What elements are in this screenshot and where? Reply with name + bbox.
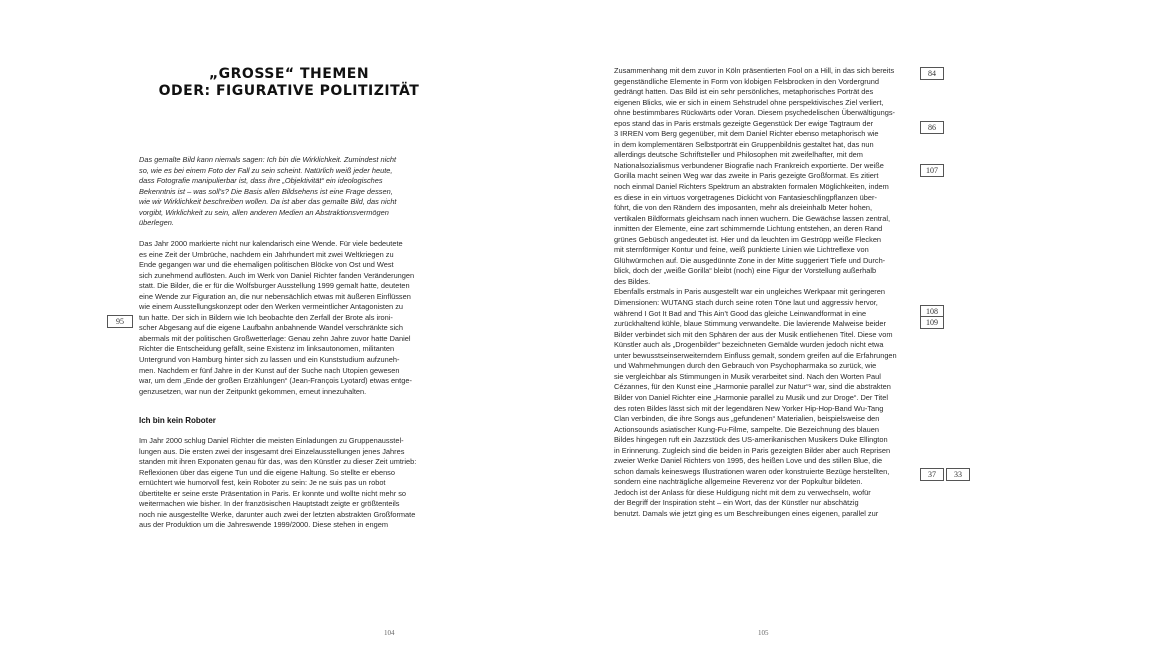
text-line: allerdings deutsche Schriftsteller und Philosophen mit zweifelhafter, mit dem (614, 150, 863, 160)
text-line: in dem komplementären Selbstporträt ein Gruppenbildnis gestaltet hat, das nun (614, 139, 874, 149)
text-line: sich zunehmend auflösten. Auch im Werk von Daniel Richter fanden Veränderungen (139, 270, 415, 280)
text-line: vorgibt, Wirklichkeit zu sein, allen anderen Medien an Abstraktionsvermögen (139, 207, 389, 217)
intro-paragraph (139, 155, 439, 229)
text-line: genzusetzen, war nun der Zeitpunkt gekommen, erneut innezuhalten. (139, 386, 367, 396)
text-line: Künstler auch als „Drogenbilder“ bezeichneten Gemälde wurden jedoch nicht etwa (614, 340, 884, 350)
text-line: abermals mit der politischen Großwetterlage: Genau zehn Jahre zuvor hatte Daniel (139, 333, 411, 343)
text-line: mit sternförmiger Kontur und feine, weiß punktierte Linien wie Lichtreflexe von (614, 245, 869, 255)
text-line: wie einem Ausstellungskonzept oder den Werken vermeintlicher Antagonisten zu (139, 302, 404, 312)
text-line: Gorilla macht seinen Weg war das zweite in Paris gezeigte Großformat. Es zitiert (614, 171, 879, 181)
text-line: Bekenntnis ist – was soll’s? Die Basis allen Bildsehens ist eine Frage dessen, (139, 186, 393, 196)
body-paragraph (614, 66, 916, 520)
text-line: epos stand das in Paris erstmals gezeigte Gegenstück Der ewige Tagtraum der (614, 118, 874, 128)
text-line: des roten Bildes lässt sich mit der legendären New Yorker Hip-Hop-Band Wu-Tang (614, 403, 884, 413)
margin-reference: 86 (920, 121, 944, 134)
text-line: ernüchtert wie humorvoll fest, kein Roboter zu sein: Je ne suis pas un robot (139, 478, 386, 488)
text-line: wie wir Wirklichkeit beschreiben wollen. Da ist aber das gemalte Bild, das nicht (139, 197, 397, 207)
text-line: sie vergleichbar als Stimmungen in Musik verarbeitet sind. Nach den Worten Paul (614, 371, 881, 381)
margin-reference: 109 (920, 316, 944, 329)
text-line: Clan verbinden, die ihre Songs aus „gefundenen“ Materialien, beispielsweise den (614, 414, 880, 424)
text-line: des Bildes. (614, 276, 651, 286)
margin-reference: 108 (920, 305, 944, 318)
margin-reference: 107 (920, 164, 944, 177)
text-line: noch einmal Daniel Richters Spektrum an abstrakten formalen Möglichkeiten, indem (614, 182, 889, 192)
text-line: men. Nachdem er fünf Jahre in der Kunst auf der Suche nach Utopien gewesen (139, 365, 400, 375)
text-line: scher Abgesang auf die eigene Laufbahn anbahnende Wandel verschränkte sich (139, 323, 403, 333)
margin-reference: 84 (920, 67, 944, 80)
text-line: Actionsounds asiatischer Kung-Fu-Filme, sampelte. Die Bezeichnung des blauen (614, 424, 879, 434)
text-line: Jedoch ist der Anlass für diese Huldigung nicht mit dem zu verwechseln, wofür (614, 487, 871, 497)
page-number: 104 (384, 629, 395, 637)
text-line: standen mit ihren Exponaten genau für das, was den Künstler zu dieser Zeit umtrieb: (139, 457, 417, 467)
body-paragraph (139, 239, 439, 397)
text-line: dass Fotografie manipulierbar ist, dass ihre „Objektivität“ ein ideologisches (139, 176, 383, 186)
text-line: übertitelte er seine erste Präsentation in Paris. Er konnte und wollte nicht mehr so (139, 488, 407, 498)
text-line: zweier Werke Daniel Richters von 1995, des heißen Love und des stillen Blue, die (614, 456, 883, 466)
text-line: Das gemalte Bild kann niemals sagen: Ich bin die Wirklichkeit. Zumindest nicht (139, 155, 397, 164)
text-line: Untergrund von Hamburg hinter sich zu lassen und ein Kunststudium aufzuneh- (139, 355, 400, 365)
body-paragraph (139, 436, 439, 531)
text-line: Das Jahr 2000 markierte nicht nur kalendarisch eine Wende. Für viele bedeutete (139, 239, 403, 248)
margin-reference: 33 (946, 468, 970, 481)
text-line: blick, doch der „weiße Gorilla“ bleibt (noch) eine Figur der Vorstellung außerhalb (614, 266, 877, 276)
text-line: schon damals keineswegs Illustrationen waren oder konstruierte Bezüge herstellten, (614, 466, 890, 476)
text-line: war, um dem „Ende der großen Erzählungen“ (Jean-François Lyotard) etwas entge- (139, 376, 412, 386)
text-line: Ebenfalls erstmals in Paris ausgestellt war ein ungleiches Werkpaar mit geringeren (614, 287, 885, 297)
text-line: vertikalen Bildformats gleichsam nach innen wuchern. Die Gewächse lassen zentral, (614, 213, 891, 223)
text-line: überlegen. (139, 218, 174, 228)
text-line: Im Jahr 2000 schlug Daniel Richter die meisten Einladungen zu Gruppenausstel- (139, 436, 404, 445)
text-line: eigenen Blicks, wie er sich in einem Sehstrudel ohne perspektivisches Ziel verliert, (614, 97, 884, 107)
text-line: unter bewusstseinserweiterndem Einfluss gemalt, sondern greifen auf die Erfahrungen (614, 350, 897, 360)
left-page (0, 0, 578, 648)
text-line: aus der Produktion um die Jahreswende 1999/2000. Diese stehen in engem (139, 520, 388, 530)
text-line: Richter die Entscheidung gefällt, seine Existenz im linksautonomen, militanten (139, 344, 395, 354)
text-line: Dimensionen: WUTANG stach durch seine roten Töne laut und aggressiv hervor, (614, 298, 878, 308)
text-line: tun hatte. Der sich in Bildern wie Ich beobachte den Zerfall der Brote als ironi- (139, 312, 393, 322)
title-line: ODER: FIGURATIVE POLITIZITÄT (158, 83, 420, 99)
text-line: Reflexionen über das eigene Tun und die eigene Haltung. So stellte er ebenso (139, 467, 395, 477)
text-line: benutzt. Damals wie jetzt ging es um Beschreibungen eines eigenen, parallel zur (614, 508, 879, 518)
text-line: und Wahrnehmungen durch den Gebrauch von Psychopharmaka so zurück, wie (614, 361, 877, 371)
text-line: zurückhaltend kühle, blaue Stimmung verwandelte. Die lavierende Malweise beider (614, 319, 886, 329)
text-line: Bilder von Daniel Richter eine „Harmonie parallel zu Musik und zur Droge“. Der Titel (614, 392, 888, 402)
text-line: Nationalsozialismus verbundener Biografie nach Frankreich exportierte. Der weiße (614, 160, 884, 170)
text-line: weitermachen wie bisher. In der französischen Hauptstadt zeigte er größtenteils (139, 499, 400, 509)
text-line: Ende gegangen war und die ehemaligen politischen Blöcke von Ost und West (139, 260, 394, 270)
text-line: eine Wende zur Figuration an, die nur nebensächlich etwas mit äußeren Einflüssen (139, 291, 411, 301)
text-line: in Erinnerung. Zugleich sind die beiden in Paris gezeigten Bilder aber auch Reprisen (614, 445, 891, 455)
margin-reference: 95 (107, 315, 133, 328)
text-line: der Begriff der Inspiration steht – ein Wort, das der Künstler nur abschätzig (614, 498, 859, 508)
text-line: sondern eine nachträgliche allgemeine Reverenz vor der Popkultur bildeten. (614, 477, 863, 487)
text-line: gegenständliche Elemente in Form von klobigen Felsbrocken in den Vordergrund (614, 76, 879, 86)
text-line: grünes Gebüsch angedeutet ist. Hier und da leuchten im Gestrüpp weiße Flecken (614, 234, 882, 244)
text-line: lungen aus. Die ersten zwei der insgesamt drei Einzelausstellungen jenes Jahres (139, 446, 405, 456)
text-line: statt. Die Bilder, die er für die Wolfsburger Ausstellung 1999 gemalt hatte, deuteten (139, 281, 410, 291)
text-line: noch nie ausgestellte Werke, darunter auch zwei der letzten abstrakten Großformate (139, 509, 416, 519)
text-line: ohne bestimmbares Rückwärts oder Voran. Diesem psychedelischen Überwältigungs- (614, 108, 895, 118)
text-line: inmitten der Elemente, eine zart schimmernde Lichtung entstehen, an deren Rand (614, 224, 883, 234)
right-page (578, 0, 1157, 648)
text-line: so, wie es bei einem Foto der Fall zu sein scheint. Natürlich weiß jeder heute, (139, 165, 393, 175)
text-line: führt, die von den Rändern des imposanten, mehr als dreieinhalb Meter hohen, (614, 203, 873, 213)
chapter-title (140, 66, 438, 100)
page-number: 105 (758, 629, 769, 637)
text-line: 3 IRREN vom Berg gegenüber, mit dem Daniel Richter ebenso metaphorisch wie (614, 129, 879, 139)
text-line: Bildes hingegen ruft ein Jazzstück des US-amerikanischen Musikers Duke Ellington (614, 435, 888, 445)
section-heading: Ich bin kein Roboter (139, 416, 216, 425)
text-line: Zusammenhang mit dem zuvor in Köln präsentierten Fool on a Hill, in das sich bereits (614, 66, 895, 75)
text-line: Bilder verbindet sich mit den Sphären der aus der Musik entliehenen Titel. Diese vom (614, 329, 893, 339)
title-line: „GROSSE“ THEMEN (208, 66, 370, 82)
text-line: gedrängt hatten. Das Bild ist ein sehr persönliches, metaphorisches Porträt des (614, 87, 874, 97)
margin-reference: 37 (920, 468, 944, 481)
text-line: während I Got It Bad and This Ain’t Good das gleiche Leinwandformat in eine (614, 308, 867, 318)
text-line: Cézannes, für den Kunst eine „Harmonie parallel zur Natur“¹ war, sind die abstrakten (614, 382, 891, 392)
text-line: Glühwürmchen auf. Die ausgedünnte Zone in der Mitte suggeriert Tiefe und Durch- (614, 255, 886, 265)
text-line: es eine Zeit der Umbrüche, nachdem ein Jahrhundert mit zwei Weltkriegen zu (139, 249, 394, 259)
text-line: es diese in ein virtuos vorgetragenes Dickicht von Fantasieschlingpflanzen über- (614, 192, 877, 202)
